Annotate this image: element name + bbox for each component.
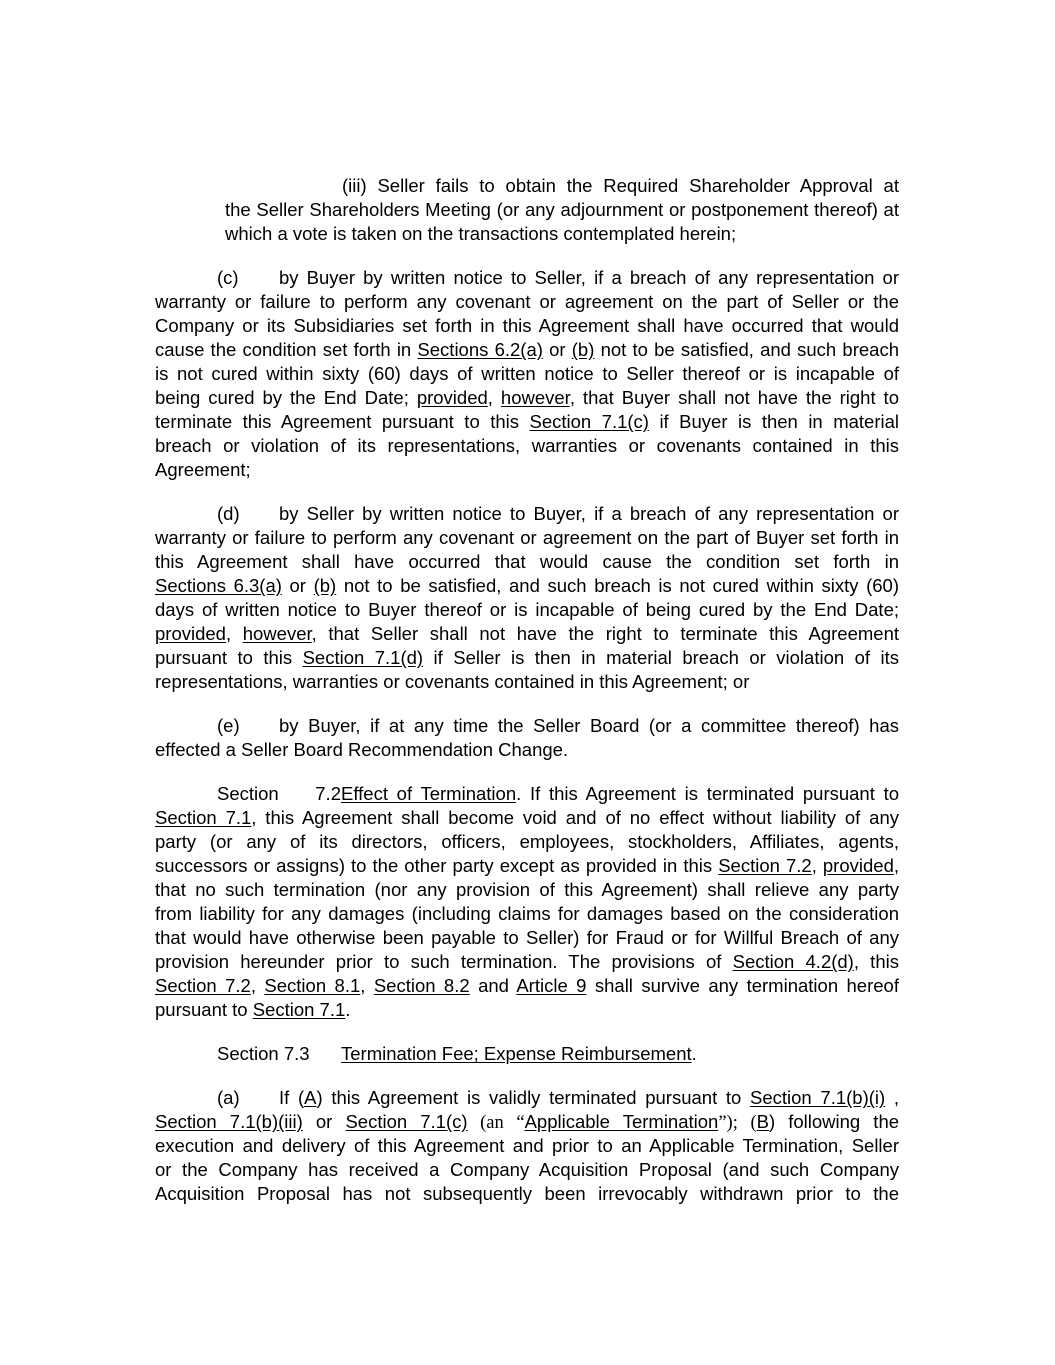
link-section-7-1-d: Section 7.1(d) xyxy=(302,647,424,668)
clause-c-line-3: Company or its Subsidiaries set forth in this Agreement shall have occurred that would xyxy=(155,315,899,336)
clause-c-line-2: warranty or failure to perform any covenant or agreement on the part of Seller or the xyxy=(155,291,899,312)
clause-d-line-5: days of written notice to Buyer thereof or is incapable of being cured by the End Date; xyxy=(155,599,899,620)
link-section-8-1: Section 8.1 xyxy=(264,975,361,996)
clause-c-line-5: is not cured within sixty (60) days of written notice to Seller thereof or is incapable of xyxy=(155,363,899,384)
section-7-2-title: Effect of Termination xyxy=(341,783,517,804)
term-applicable-termination: Applicable Termination xyxy=(524,1111,719,1132)
term-however: however xyxy=(500,387,570,408)
term-provided: provided xyxy=(822,855,894,876)
link-section-7-1: Section 7.1 xyxy=(252,999,346,1020)
clause-d-line-3: this Agreement shall have occurred that would cause the condition set forth in xyxy=(155,551,899,572)
section-7-3-heading: Section 7.3 Termination Fee; Expense Reimbursement. xyxy=(217,1043,697,1064)
clause-d-line-4: Sections 6.3(a) or (b) not to be satisfied, and such breach is not cured within sixty (60) xyxy=(155,575,899,596)
clause-d-line-2: warranty or failure to perform any covenant or agreement on the part of Buyer set forth in xyxy=(155,527,899,548)
clause-a-label: (a) xyxy=(217,1087,240,1108)
term-provided: provided xyxy=(416,387,488,408)
section-7-2-line-4: successors or assigns) to the other party except as provided in this Section 7.2, provided, xyxy=(155,855,899,876)
section-7-2-line-6: from liability for any damages (including claims for damages based on the consideration xyxy=(155,903,899,924)
section-7-3-label: Section 7.3 xyxy=(217,1043,310,1064)
section-7-2-line-7: that would have otherwise been payable to Seller) for Fraud or for Willful Breach of any xyxy=(155,927,899,948)
link-sections-6-2-a: Sections 6.2(a) xyxy=(417,339,543,360)
link-section-7-1-c: Section 7.1(c) xyxy=(345,1111,468,1132)
term-provided: provided xyxy=(155,623,226,644)
clause-iii-line-3: which a vote is taken on the transactions contemplated herein; xyxy=(225,223,737,244)
clause-a-line-3: execution and delivery of this Agreement and prior to an Applicable Termination, Seller xyxy=(155,1135,899,1156)
link-section-7-1-b-i: Section 7.1(b)(i) xyxy=(750,1087,886,1108)
link-section-7-2: Section 7.2 xyxy=(718,855,812,876)
link-section-4-2-d: Section 4.2(d) xyxy=(732,951,854,972)
clause-c-line-7: terminate this Agreement pursuant to this Section 7.1(c) if Buyer is then in material xyxy=(155,411,899,432)
clause-c-line-9: Agreement; xyxy=(155,459,251,480)
clause-a-line-2: Section 7.1(b)(iii) or Section 7.1(c) (an “Applicable Termination”); (B) following the xyxy=(155,1111,900,1133)
clause-d-line-8: representations, warranties or covenants contained in this Agreement; or xyxy=(155,671,750,692)
link-section-7-1-b-iii: Section 7.1(b)(iii) xyxy=(155,1111,303,1132)
section-7-2-label: Section 7.2 xyxy=(217,783,341,804)
term-however: however xyxy=(242,623,312,644)
section-7-2-line-3: party (or any of its directors, officers, employees, stockholders, Affiliates, agents, xyxy=(155,831,899,852)
clause-d-line-1: (d) by Seller by written notice to Buyer, if a breach of any representation or xyxy=(217,503,899,524)
section-7-2-line-9: Section 7.2, Section 8.1, Section 8.2 and Article 9 shall survive any termination hereof xyxy=(155,975,899,996)
section-7-2-line-8: provision hereunder prior to such termination. The provisions of Section 4.2(d), this xyxy=(155,951,899,972)
clause-e-line-2: effected a Seller Board Recommendation Change. xyxy=(155,739,569,760)
clause-iii-line-1: (iii) Seller fails to obtain the Required Shareholder Approval at xyxy=(342,175,899,196)
clause-c-line-6: being cured by the End Date; provided, however, that Buyer shall not have the right to xyxy=(155,387,899,408)
section-7-3-title: Termination Fee; Expense Reimbursement xyxy=(341,1043,692,1064)
link-section-7-1-c: Section 7.1(c) xyxy=(529,411,649,432)
clause-iii-line-2: the Seller Shareholders Meeting (or any adjournment or postponement thereof) at xyxy=(225,199,899,220)
clause-e-label: (e) xyxy=(217,715,240,736)
clause-c-line-1: (c) by Buyer by written notice to Seller, if a breach of any representation or xyxy=(217,267,899,288)
clause-a-line-1: (a) If (A) this Agreement is validly terminated pursuant to Section 7.1(b)(i) , xyxy=(217,1087,899,1108)
clause-c-label: (c) xyxy=(217,267,239,288)
clause-c-line-4: cause the condition set forth in Sections 6.2(a) or (b) not to be satisfied, and such breach xyxy=(155,339,899,360)
clause-d-line-6: provided, however, that Seller shall not have the right to terminate this Agreement xyxy=(155,623,899,644)
link-b: (b) xyxy=(571,339,595,360)
section-7-2-line-5: that no such termination (nor any provision of this Agreement) shall relieve any party xyxy=(155,879,899,900)
clause-a-line-5: Acquisition Proposal has not subsequently been irrevocably withdrawn prior to the xyxy=(155,1183,899,1204)
section-7-2-line-2: Section 7.1, this Agreement shall become void and of no effect without liability of any xyxy=(155,807,899,828)
link-sections-6-3-a: Sections 6.3(a) xyxy=(155,575,282,596)
term-a: A xyxy=(304,1087,317,1108)
link-section-7-2: Section 7.2 xyxy=(155,975,251,996)
clause-d-line-7: pursuant to this Section 7.1(d) if Seller is then in material breach or violation of its xyxy=(155,647,899,668)
term-b: B xyxy=(756,1111,769,1132)
section-7-2-line-10: pursuant to Section 7.1. xyxy=(155,999,351,1020)
clause-e-line-1: (e) by Buyer, if at any time the Seller Board (or a committee thereof) has xyxy=(217,715,899,736)
link-section-8-2: Section 8.2 xyxy=(373,975,470,996)
link-article-9: Article 9 xyxy=(516,975,587,996)
clause-c-line-8: breach or violation of its representations, warranties or covenants contained in this xyxy=(155,435,899,456)
clause-d-label: (d) xyxy=(217,503,240,524)
section-7-2-line-1: Section 7.2Effect of Termination. If this Agreement is terminated pursuant to xyxy=(217,783,899,804)
link-b: (b) xyxy=(313,575,337,596)
clause-iii-label: (iii) xyxy=(342,175,367,196)
link-section-7-1: Section 7.1 xyxy=(155,807,252,828)
clause-a-line-4: or the Company has received a Company Acquisition Proposal (and such Company xyxy=(155,1159,899,1180)
